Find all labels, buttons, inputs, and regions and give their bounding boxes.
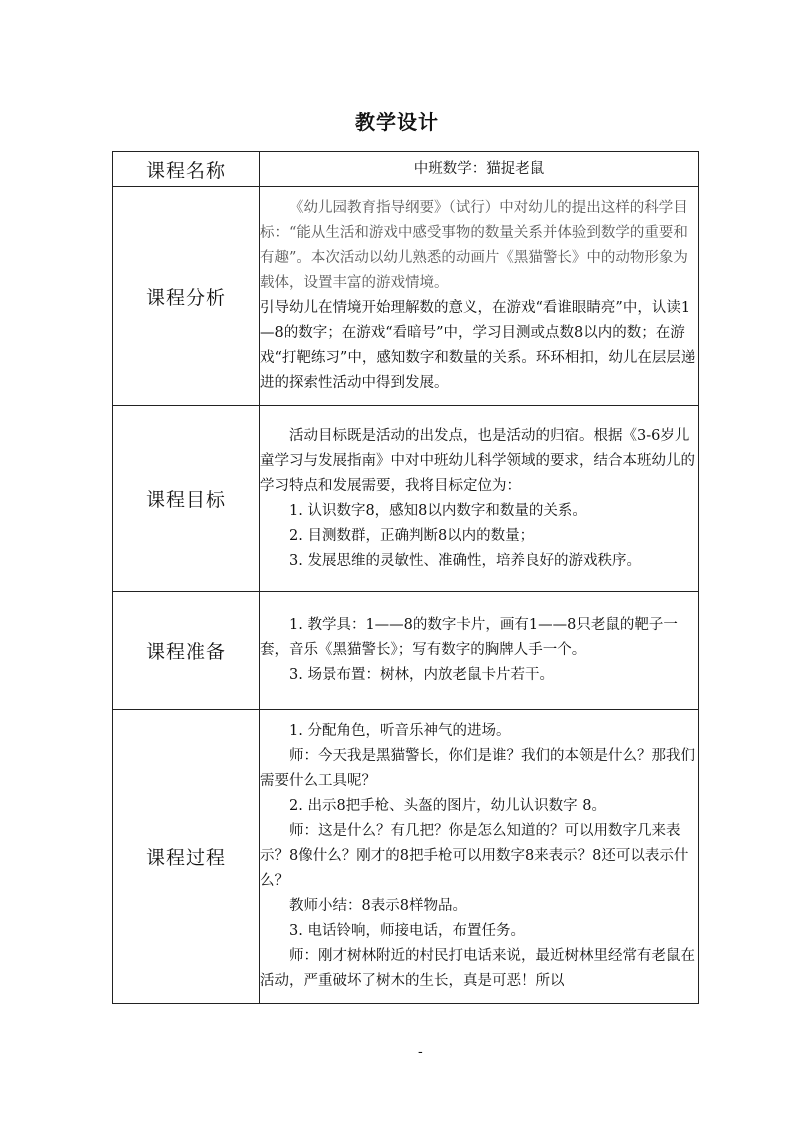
- goals-intro: 活动目标既是活动的出发点，也是活动的归宿。根据《3-6岁儿童学习与发展指南》中对中班幼儿科学领域的要求，结合本班幼儿的学习特点和发展需要，我将目标定位为：: [260, 427, 695, 494]
- process-line: 1. 分配角色，听音乐神气的进场。: [289, 723, 511, 739]
- goal-item: 1. 认识数字8，感知8以内数字和数量的关系。: [289, 502, 587, 519]
- goal-item: 2. 目测数群，正确判断8以内的数量；: [289, 527, 535, 544]
- page-number-mark: -: [418, 1044, 423, 1060]
- process-line: 教师小结：8表示8样物品。: [289, 898, 467, 914]
- goal-item: 3. 发展思维的灵敏性、准确性，培养良好的游戏秩序。: [289, 552, 641, 569]
- label-goals: 课程目标: [113, 406, 260, 592]
- goals-content: [260, 406, 699, 592]
- analysis-paragraph-2: 引导幼儿在情境开始理解数的意义，在游戏“看谁眼睛亮”中，认读1—8的数字；在游戏“看暗号”中，学习目测或点数8以内的数；在游戏“打靶练习”中，感知数字和数量的关系。环环相扣，幼儿在层层递进的探索性活动中得到发展。: [260, 300, 696, 391]
- label-process: 课程过程: [113, 710, 260, 1004]
- course-name-value: 中班数学：猫捉老鼠: [260, 152, 699, 187]
- lesson-table: [112, 151, 699, 1004]
- analysis-paragraph-1: 《幼儿园教育指导纲要》（试行）中对幼儿的提出这样的科学目标：“能从生活和游戏中感受事物的数量关系并体验到数学的重要和有趣”。本次活动以幼儿熟悉的动画片《黑猫警长》中的动物形象为载体，设置丰富的游戏情境。: [260, 200, 688, 291]
- row-analysis: [113, 187, 699, 406]
- analysis-content: [260, 187, 699, 406]
- prep-item: 3. 场景布置：树林，内放老鼠卡片若干。: [289, 667, 554, 683]
- page-title: 教学设计: [355, 110, 439, 134]
- label-analysis: 课程分析: [113, 187, 260, 406]
- process-line: 2. 出示8把手枪、头盔的图片，幼儿认识数字 8。: [289, 798, 607, 814]
- label-prep: 课程准备: [113, 592, 260, 710]
- row-prep: [113, 592, 699, 710]
- process-line: 师：今天我是黑猫警长，你们是谁？我们的本领是什么？那我们需要什么工具呢？: [260, 748, 695, 789]
- prep-item: 1. 教学具：1——8的数字卡片，画有1——8只老鼠的靶子一套，音乐《黑猫警长》；写有数字的胸牌人手一个。: [260, 617, 678, 658]
- label-course-name: 课程名称: [113, 152, 260, 187]
- row-course-name: [113, 152, 699, 187]
- row-goals: [113, 406, 699, 592]
- process-line: 3. 电话铃响，师接电话，布置任务。: [289, 923, 525, 939]
- process-content: [260, 710, 699, 1004]
- process-line: 师：这是什么？有几把？你是怎么知道的？可以用数字几来表示？8像什么？刚才的8把手枪可以用数字8来表示？8还可以表示什么？: [260, 823, 689, 889]
- prep-content: [260, 592, 699, 710]
- process-line: 师：刚才树林附近的村民打电话来说，最近树林里经常有老鼠在活动，严重破坏了树木的生长，真是可恶！所以: [260, 948, 695, 989]
- row-process: [113, 710, 699, 1004]
